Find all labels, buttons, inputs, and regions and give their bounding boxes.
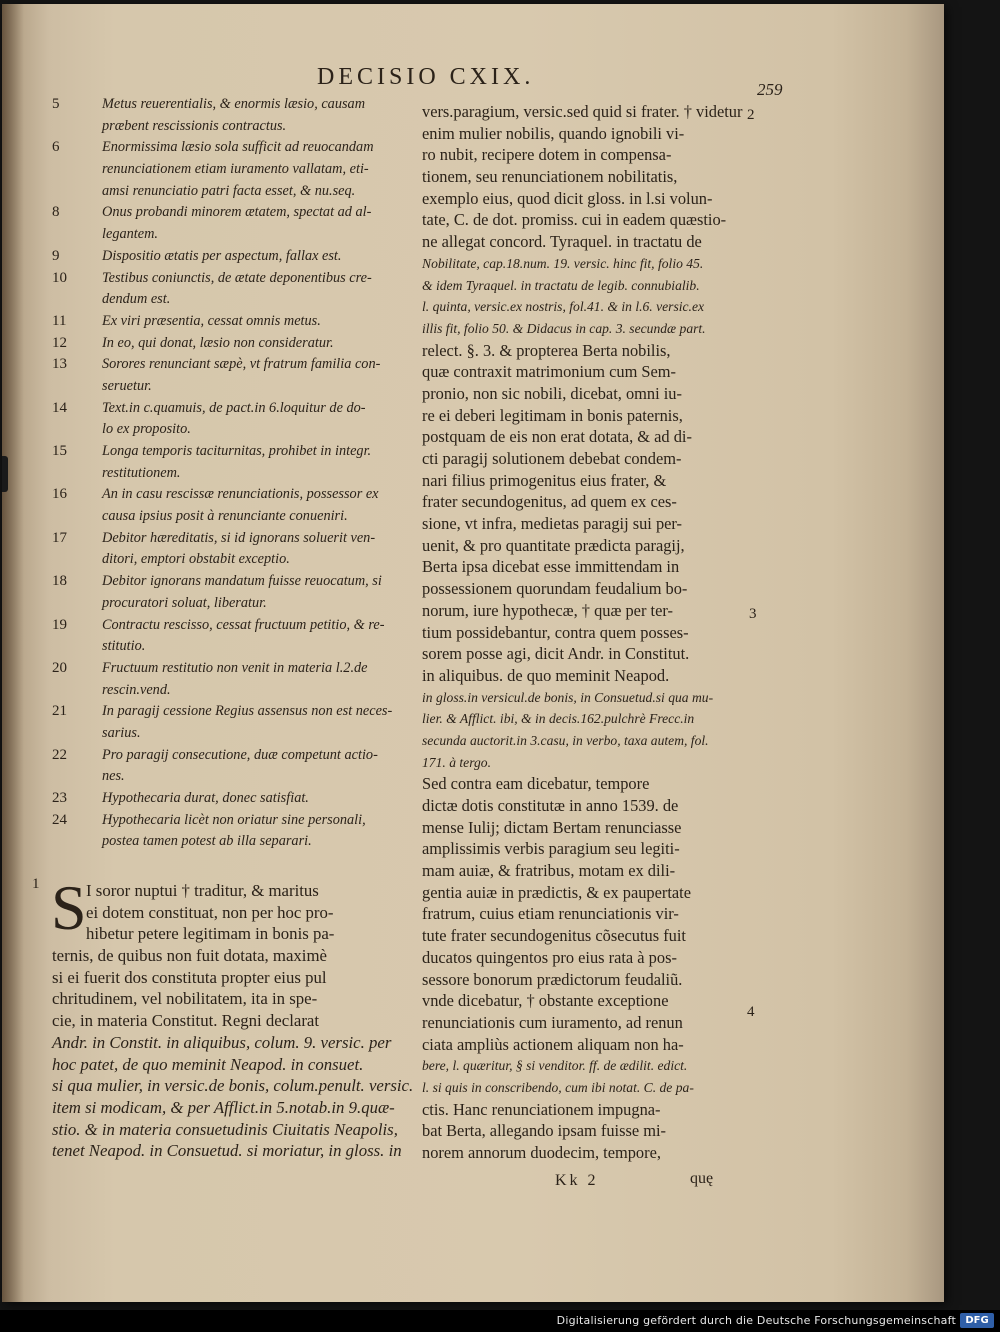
summary-text: Text.in c.quamuis, de pact.in 6.loquitur de do- — [102, 399, 366, 416]
summary-text: Sorores renunciant sæpè, vt fratrum familia con- — [102, 356, 381, 373]
text-line: norem annorum duodecim, tempore, — [422, 1143, 661, 1162]
summary-line — [52, 441, 412, 463]
summary-number: 24 — [52, 811, 67, 828]
summary-number: 11 — [52, 312, 67, 329]
summary-text: Enormissima læsio sola sufficit ad reuocandam — [102, 139, 374, 156]
summary-line — [52, 419, 412, 441]
summary-number: 17 — [52, 529, 67, 546]
summary-text: Hypothecaria durat, donec satisfiat. — [102, 790, 309, 806]
text-line: ducatos quingentos pro eius rata à pos- — [422, 947, 677, 967]
text-line: enim mulier nobilis, quando ignobili vi- — [422, 123, 685, 143]
right-column-text — [422, 101, 794, 1164]
text-line: mam auiæ, & fratribus, motam ex dili- — [422, 861, 676, 881]
summary-text: Longa temporis taciturnitas, prohibet in integr. — [102, 443, 372, 459]
text-line: mense Iulij; dictam Bertam renunciasse — [422, 817, 682, 837]
summary-text: postea tamen potest ab illa separari. — [102, 833, 312, 850]
summary-line — [52, 658, 412, 680]
text-line: relect. §. 3. & propterea Berta nobilis, — [422, 340, 671, 360]
text-line: possessionem quorundam feudalium bo- — [422, 579, 688, 599]
summary-text: causa ipsius posit à renunciante conueniri. — [102, 508, 348, 525]
text-line: ciata ampliùs actionem aliquam non ha- — [422, 1034, 684, 1054]
text-line: cti paragij solutionem debebat condem- — [422, 449, 682, 468]
summary-line — [52, 701, 412, 723]
summary-line — [52, 506, 412, 528]
book-page — [2, 4, 944, 1302]
summary-text: stitutio. — [102, 638, 146, 655]
summary-text: An in casu rescissæ renunciationis, possessor ex — [102, 486, 379, 503]
summary-number: 23 — [52, 790, 67, 806]
text-line: secunda auctorit.in 3.casu, in verbo, taxa autem, fol. — [422, 732, 709, 748]
summary-line — [52, 484, 412, 506]
text-line: stio. & in materia consuetudinis Ciuitatis Neapolis, — [52, 1119, 398, 1139]
text-line: re ei deberi legitimam in bonis paternis, — [422, 405, 683, 425]
text-line: cie, in materia Constitut. Regni declarat — [52, 1011, 320, 1031]
text-line: ro nubit, recipere dotem in compensa- — [422, 145, 672, 165]
summary-line — [52, 680, 412, 702]
summary-number: 15 — [52, 443, 67, 459]
summary-line — [52, 615, 412, 637]
margin-number-3: 3 — [749, 606, 757, 622]
summary-line — [52, 549, 412, 571]
summary-text: Contractu rescisso, cessat fructuum petitio, & re- — [102, 616, 385, 633]
summary-line — [52, 766, 412, 788]
text-line: Andr. in Constit. in aliquibus, colum. 9. versic. per — [52, 1032, 392, 1052]
dfg-logo[interactable]: DFG — [960, 1313, 994, 1328]
summary-text: seruetur. — [102, 377, 152, 394]
summary-line — [52, 94, 412, 116]
summary-line — [52, 202, 412, 224]
text-line: vnde dicebatur, † obstante exceptione — [422, 991, 669, 1011]
summary-text: sarius. — [102, 724, 141, 741]
summary-number: 9 — [52, 247, 60, 264]
summary-text: præbent rescissionis contractus. — [102, 117, 287, 134]
summary-text: In eo, qui donat, læsio non consideratur. — [102, 334, 334, 351]
page-header: DECISIO CXIX. — [317, 64, 535, 90]
summary-text: Metus reuerentialis, & enormis læsio, causam — [102, 96, 366, 112]
summary-text: Debitor hæreditatis, si id ignorans soluerit ven- — [102, 529, 376, 546]
text-line: postquam de eis non erat dotata, & ad di- — [422, 427, 692, 447]
footer-bar — [0, 1310, 1000, 1332]
text-line: si ei fuerit dos constituta propter eius pul — [52, 967, 327, 987]
summary-line — [52, 398, 412, 420]
summary-number: 12 — [52, 334, 67, 351]
text-line: tenet Neapod. in Consuetud. si moriatur, in gloss. in — [52, 1141, 402, 1161]
summary-line — [52, 788, 412, 810]
text-line: l. quinta, versic.ex nostris, fol.41. & in l.6. versic.ex — [422, 299, 705, 315]
summary-text: Hypothecaria licèt non oriatur sine personali, — [102, 811, 366, 828]
summary-number: 22 — [52, 746, 67, 763]
summary-line — [52, 636, 412, 658]
text-line: lier. & Afflict. ibi, & in decis.162.pulchrè Frecc.in — [422, 711, 695, 727]
text-line: hoc patet, de quo meminit Neapod. in consuet. — [52, 1054, 364, 1074]
summary-line — [52, 268, 412, 290]
summary-line — [52, 289, 412, 311]
text-line: bat Berta, allegando ipsam fuisse mi- — [422, 1121, 666, 1141]
text-line: I soror nuptui † traditur, & maritus — [86, 881, 319, 900]
summary-line — [52, 593, 412, 615]
text-line: tionem, seu renunciationem nobilitatis, — [422, 167, 678, 187]
text-line: & idem Tyraquel. in tractatu de legib. connubialib. — [422, 277, 700, 293]
summary-text: nes. — [102, 768, 125, 785]
text-line: chritudinem, vel nobilitatem, ita in spe- — [52, 989, 318, 1009]
summary-text: Debitor ignorans mandatum fuisse reuocatum, si — [102, 573, 382, 590]
text-line: vers.paragium, versic.sed quid si frater. † videtur — [422, 102, 743, 121]
left-column-text — [52, 880, 414, 1162]
summary-number: 16 — [52, 486, 67, 503]
text-line: Sed contra eam dicebatur, tempore — [422, 774, 650, 794]
catchword: quę — [690, 1170, 714, 1187]
summary-text: Onus probandi minorem ætatem, spectat ad al- — [102, 204, 372, 221]
text-line: tute frater secundogenitus cõsecutus fuit — [422, 926, 686, 946]
summary-text: renunciationem etiam iuramento vallatam, eti- — [102, 161, 369, 178]
text-line: sessore bonorum prædictorum feudaliũ. — [422, 969, 683, 989]
summary-number: 13 — [52, 356, 67, 373]
summary-line — [52, 159, 412, 181]
summary-text: rescin.vend. — [102, 681, 171, 698]
page-notch — [2, 456, 8, 492]
text-line: illis fit, folio 50. & Didacus in cap. 3. secundæ part. — [422, 320, 706, 336]
summary-text: Pro paragij consecutione, duæ competunt actio- — [102, 746, 378, 763]
summary-text: restitutionem. — [102, 464, 181, 481]
text-line: bere, l. quæritur, § si venditor. ff. de ædilit. edict. — [422, 1058, 688, 1074]
text-line: si qua mulier, in versic.de bonis, colum.penult. versic. — [52, 1076, 414, 1096]
summary-line — [52, 116, 412, 138]
text-line: hibetur petere legitimam in bonis pa- — [86, 924, 335, 944]
summary-number: 18 — [52, 573, 67, 590]
summary-text: legantem. — [102, 226, 158, 243]
summary-line — [52, 723, 412, 745]
summary-number: 10 — [52, 269, 67, 286]
summary-line — [52, 181, 412, 203]
text-line: in gloss.in versicul.de bonis, in Consuetud.si qua mu- — [422, 689, 714, 705]
summary-number: 6 — [52, 139, 60, 156]
text-line: nari filius primogenitus eius frater, & — [422, 470, 667, 490]
summary-number: 20 — [52, 659, 67, 676]
summary-number: 5 — [52, 96, 60, 112]
signature-mark: Kk 2 — [555, 1172, 599, 1189]
text-line: tium possidebantur, contra quem posses- — [422, 622, 689, 642]
summary-number: 8 — [52, 204, 60, 221]
text-line: sione, vt infra, medietas paragij sui per- — [422, 514, 683, 534]
text-line: in aliquibus. de quo meminit Neapod. — [422, 665, 670, 685]
text-line: item si modicam, & per Afflict.in 5.notab.in 9.quæ- — [52, 1097, 395, 1117]
drop-cap: S — [51, 872, 87, 943]
summary-line — [52, 463, 412, 485]
summary-text: dendum est. — [102, 291, 171, 308]
text-line: fratrum, cuius etiam renunciationis vir- — [422, 904, 679, 924]
text-line: exemplo eius, quod dicit gloss. in l.si volun- — [422, 188, 713, 208]
text-line: ne allegat concord. Tyraquel. in tractatu de — [422, 232, 702, 252]
summary-text: lo ex proposito. — [102, 421, 191, 438]
summary-line — [52, 333, 412, 355]
funding-credit: Digitalisierung gefördert durch die Deutsche Forschungsgemeinschaft — [556, 1314, 956, 1327]
summary-number: 19 — [52, 616, 67, 633]
text-line: ctis. Hanc renunciationem impugna- — [422, 1099, 661, 1119]
text-line: uenit, & pro quantitate prædicta paragij, — [422, 535, 685, 555]
text-line: ei dotem constituat, non per hoc pro- — [86, 902, 334, 922]
summary-list — [52, 94, 412, 853]
summary-number: 14 — [52, 399, 67, 416]
text-line: gentia auiæ in prædictis, & ex paupertate — [422, 882, 692, 902]
text-line: 171. à tergo. — [422, 754, 491, 770]
text-line: dictæ dotis constitutæ in anno 1539. de — [422, 796, 679, 815]
summary-text: Fructuum restitutio non venit in materia l.2.de — [102, 659, 368, 676]
summary-line — [52, 246, 412, 268]
text-line: sorem posse agi, dicit Andr. in Constitut. — [422, 644, 690, 664]
text-line: amplissimis verbis paragium seu legiti- — [422, 839, 680, 859]
summary-line — [52, 224, 412, 246]
folio-number: 259 — [757, 80, 783, 99]
text-line: tate, C. de dot. promiss. cui in eadem quæstio- — [422, 210, 727, 230]
summary-text: ditori, emptori obstabit exceptio. — [102, 551, 290, 568]
summary-text: Ex viri præsentia, cessat omnis metus. — [102, 312, 321, 329]
summary-line — [52, 354, 412, 376]
summary-line — [52, 571, 412, 593]
margin-number-2: 2 — [747, 107, 755, 123]
summary-line — [52, 376, 412, 398]
summary-text: Testibus coniunctis, de ætate deponentibus cre- — [102, 269, 372, 286]
text-line: norum, iure hypothecæ, † quæ per ter- — [422, 600, 673, 620]
summary-text: Dispositio ætatis per aspectum, fallax est. — [102, 247, 342, 264]
summary-text: amsi renunciatio patri facta esset, & nu.seq. — [102, 182, 356, 199]
text-line: l. si quis in conscribendo, cum ibi notat. C. de pa- — [422, 1079, 694, 1095]
summary-line — [52, 311, 412, 333]
text-line: quæ contraxit matrimonium cum Sem- — [422, 362, 677, 382]
summary-number: 21 — [52, 703, 67, 720]
text-line: pronio, non sic nobili, dicebat, omni iu- — [422, 383, 682, 403]
text-line: ternis, de quibus non fuit dotata, maximè — [52, 946, 327, 966]
summary-text: procuratori soluat, liberatur. — [102, 594, 267, 611]
summary-line — [52, 528, 412, 550]
text-line: Nobilitate, cap.18.num. 19. versic. hinc fit, folio 45. — [422, 255, 704, 271]
text-line: Berta ipsa dicebat esse immittendam in — [422, 557, 680, 577]
text-line: frater secundogenitus, ad quem ex ces- — [422, 492, 677, 512]
summary-text: In paragij cessione Regius assensus non est neces- — [102, 703, 393, 720]
summary-line — [52, 137, 412, 159]
summary-line — [52, 831, 412, 853]
text-line: renunciationis cum iuramento, ad renun — [422, 1012, 683, 1032]
summary-line — [52, 745, 412, 767]
margin-number-1: 1 — [32, 876, 40, 892]
summary-line — [52, 810, 412, 832]
margin-number-4: 4 — [747, 1004, 755, 1020]
